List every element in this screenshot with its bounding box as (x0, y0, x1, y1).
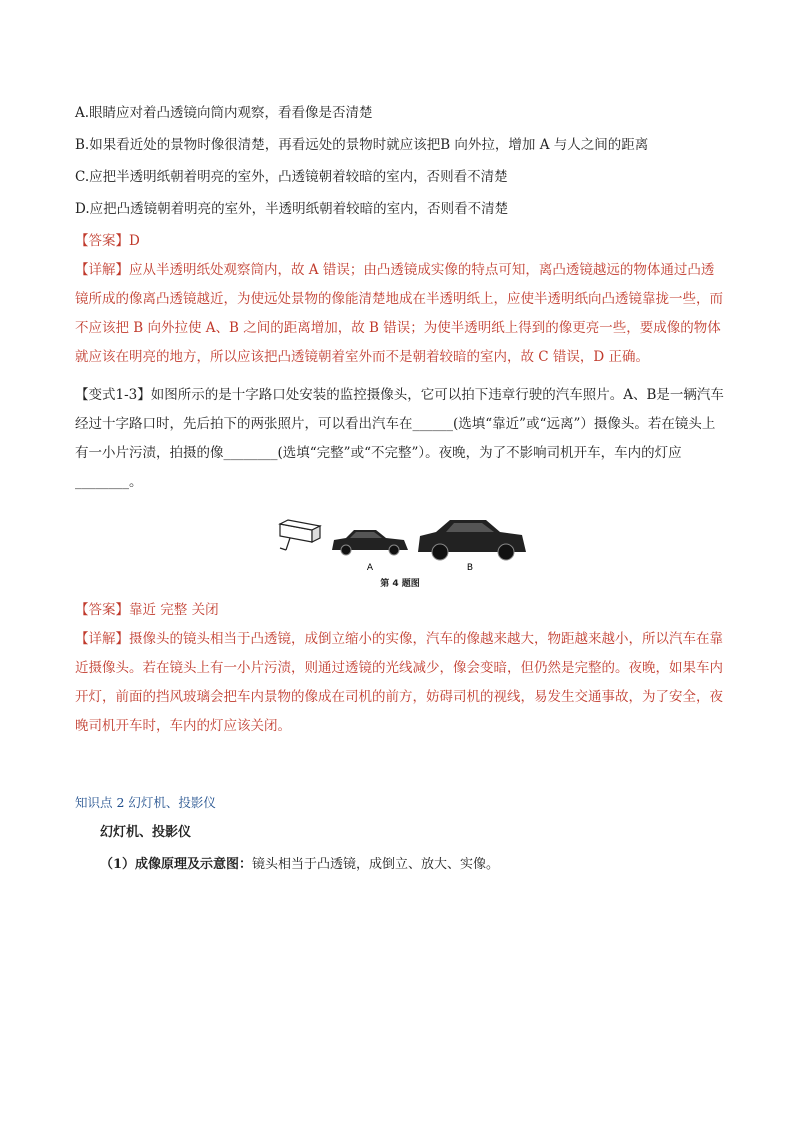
detail-text: 应从半透明纸处观察筒内，故 A 错误；由凸透镜成实像的特点可知，离凸透镜越远的物体通过凸透镜所成的像离凸透镜越近，为使远处景物的像能清楚地成在半透明纸上，应使半透明纸向凸透镜靠拢一些，而不应该把 B 向外拉使 A、B 之间的距离增加，故 B 错误；为使半透明纸上得到的像更亮一些，要成像的物体就应该在明亮的地方，所以应该把凸透镜朝着室外而不是朝着较暗的室内，故 C 错误，D 正确。 (75, 262, 723, 365)
answer-label: 【答案】 (75, 602, 129, 618)
figure-drawing (270, 510, 530, 574)
camera-car-figure (270, 510, 530, 590)
option-c: C.应把半透明纸朝着明亮的室外，凸透镜朝着较暗的室内，否则看不清楚 (75, 169, 508, 185)
figure-label-b: B (466, 563, 474, 573)
point-label: （1）成像原理及示意图： (100, 857, 253, 872)
detail-text: 摄像头的镜头相当于凸透镜，成倒立缩小的实像，汽车的像越来越大，物距越来越小，所以汽车在靠近摄像头。若在镜头上有一小片污渍，则通过透镜的光线减少，像会变暗，但仍然是完整的。夜晚，如果车内开灯，前面的挡风玻璃会把车内景物的像成在司机的前方，妨碍司机的视线，易发生交通事故，为了安全，夜晚司机开车时，车内的灯应该关闭。 (75, 631, 723, 734)
knowledge-subtitle: 幻灯机、投影仪 (100, 825, 192, 840)
car-b (418, 520, 526, 560)
variant-text: 如图所示的是十字路口处安装的监控摄像头，它可以拍下违章行驶的汽车照片。A、B是一辆汽车经过十字路口时，先后拍下的两张照片，可以看出汽车在______(选填“靠近”或“远离”）摄像头。若在镜头上有一小片污渍，拍摄的像________(选填“完整”或“不完整”）。夜晚，为了不影响司机开车，车内的灯应________。 (75, 387, 724, 490)
detail-label: 【详解】 (75, 631, 129, 647)
answer-label: 【答案】 (75, 233, 129, 249)
variant-question (75, 381, 725, 497)
option-d: D.应把凸透镜朝着明亮的室外，半透明纸朝着较暗的室内，否则看不清楚 (75, 201, 509, 217)
detail-1 (75, 256, 725, 372)
variant-label: 【变式1-3】 (75, 387, 151, 403)
option-a: A.眼睛应对着凸透镜向筒内观察，看看像是否清楚 (75, 105, 373, 121)
answer-value: D (129, 233, 140, 249)
point-text: 镜头相当于凸透镜，成倒立、放大、实像。 (252, 857, 500, 872)
knowledge-point (100, 855, 499, 875)
answer-2 (75, 600, 219, 620)
option-b: B.如果看近处的景物时像很清楚，再看远处的景物时就应该把B 向外拉，增加 A 与人之间的距离 (75, 137, 649, 153)
car-a (332, 530, 408, 555)
answer-value: 靠近 完整 关闭 (129, 602, 219, 618)
detail-2 (75, 625, 725, 741)
figure-caption: 第 4 题图 (380, 579, 420, 589)
detail-label: 【详解】 (75, 262, 129, 278)
camera-icon (280, 520, 320, 550)
knowledge-title: 知识点 2 幻灯机、投影仪 (75, 795, 216, 810)
figure-label-a: A (366, 563, 374, 573)
answer-1 (75, 231, 140, 251)
